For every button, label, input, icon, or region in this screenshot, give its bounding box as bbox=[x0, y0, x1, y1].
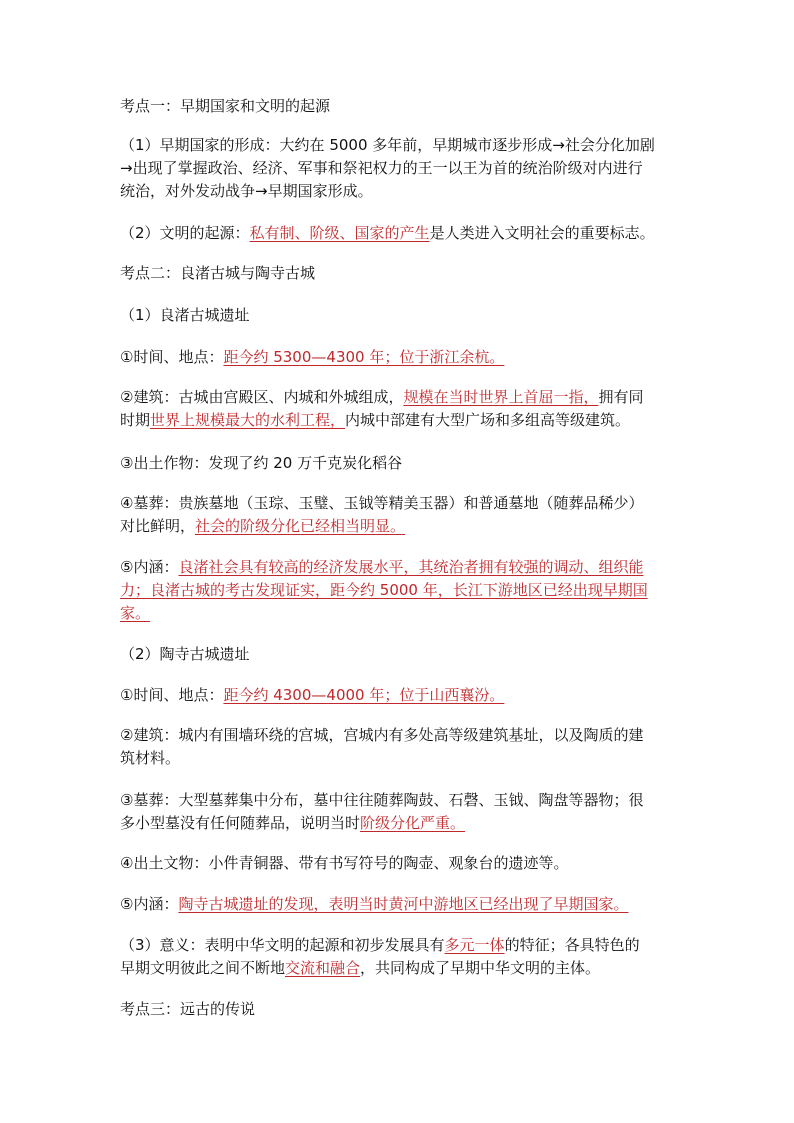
body-text: 是人类进入文明社会的重要标志。 bbox=[429, 224, 655, 242]
section-title-1: 考点一：早期国家和文明的起源 bbox=[120, 97, 331, 115]
key-answer: 社会的阶级分化已经相当明显。 bbox=[195, 517, 406, 535]
key-answer: 交流和融合 bbox=[285, 959, 361, 977]
key-answer: 世界上规模最大的水利工程， bbox=[150, 411, 346, 429]
key-answer: 私有制、阶级、国家的产生 bbox=[249, 224, 430, 242]
taosi-building-line2: 筑材料。 bbox=[120, 749, 181, 767]
section-title-3: 考点三：远古的传说 bbox=[120, 1000, 256, 1018]
paragraph-early-state-line1: （1）早期国家的形成：大约在 5000 多年前，早期城市逐步形成→社会分化加剧 bbox=[120, 136, 655, 154]
body-text: 早期文明彼此之间不断地 bbox=[120, 959, 286, 977]
key-answer: 距今约 5300—4300 年；位于浙江余杭。 bbox=[223, 348, 505, 366]
liangzhu-tomb-line1: ④墓葬：贵族墓地（玉琮、玉璧、玉钺等精美玉器）和普通墓地（随葬品稀少） bbox=[120, 494, 644, 512]
key-answer: 良渚社会具有较高的经济发展水平，其统治者拥有较强的调动、组织能 bbox=[178, 558, 644, 576]
liangzhu-tomb-line2 bbox=[120, 515, 680, 538]
key-answer: 规模在当时世界上首屈一指， bbox=[403, 388, 599, 406]
liangzhu-meaning-line1 bbox=[120, 556, 680, 579]
taosi-building-line1: ②建筑：城内有围墙环绕的宫城，宫城内有多处高等级建筑基址，以及陶质的建 bbox=[120, 726, 644, 744]
label-text: ⑤内涵： bbox=[120, 895, 179, 913]
liangzhu-crop: ③出土作物：发现了约 20 万千克炭化稻谷 bbox=[120, 454, 403, 472]
label-text: ①时间、地点： bbox=[120, 348, 224, 366]
body-text: ，共同构成了早期中华文明的主体。 bbox=[360, 959, 601, 977]
paragraph-civilization-origin bbox=[120, 222, 680, 245]
body-text: 对比鲜明， bbox=[120, 517, 196, 535]
liangzhu-building-line1 bbox=[120, 386, 680, 409]
label-text: ⑤内涵： bbox=[120, 558, 179, 576]
section-title-2: 考点二：良渚古城与陶寺古城 bbox=[120, 264, 316, 282]
paragraph-early-state-line2: →出现了掌握政治、经济、军事和祭祀权力的王一以王为首的统治阶级对内进行 bbox=[120, 159, 643, 177]
paragraph-early-state-line3: 统治，对外发动战争→早期国家形成。 bbox=[120, 182, 373, 200]
liangzhu-building-line2 bbox=[120, 409, 680, 432]
body-text: 的特征；各具特色的 bbox=[504, 936, 640, 954]
key-answer: 阶级分化严重。 bbox=[360, 814, 466, 832]
body-text: 内城中部建有大型广场和多组高等级建筑。 bbox=[345, 411, 631, 429]
significance-line1 bbox=[120, 934, 680, 957]
key-answer: 距今约 4300—4000 年；位于山西襄汾。 bbox=[223, 686, 505, 704]
body-text: （3）意义：表明中华文明的起源和初步发展具有 bbox=[120, 936, 445, 954]
label-text: ②建筑：古城由宫殿区、内城和外城组成， bbox=[120, 388, 404, 406]
taosi-heading: （2）陶寺古城遗址 bbox=[120, 645, 250, 663]
body-text: 拥有同 bbox=[598, 388, 644, 406]
taosi-time-place bbox=[120, 684, 680, 707]
taosi-meaning bbox=[120, 893, 680, 916]
taosi-tomb-line1: ③墓葬：大型墓葬集中分布，墓中往往随葬陶鼓、石磬、玉钺、陶盘等器物；很 bbox=[120, 791, 644, 809]
liangzhu-meaning-line3: 家。 bbox=[120, 604, 151, 622]
label-text: ①时间、地点： bbox=[120, 686, 224, 704]
liangzhu-meaning-line2: 力；良渚古城的考古发现证实，距今约 5000 年，长江下游地区已经出现早期国 bbox=[120, 581, 648, 599]
body-text: 时期 bbox=[120, 411, 151, 429]
label-text: （2）文明的起源： bbox=[120, 224, 250, 242]
body-text: 多小型墓没有任何随葬品，说明当时 bbox=[120, 814, 361, 832]
significance-line2 bbox=[120, 957, 680, 980]
liangzhu-time-place bbox=[120, 346, 680, 369]
taosi-relics: ④出土文物：小件青铜器、带有书写符号的陶壶、观象台的遗迹等。 bbox=[120, 854, 569, 872]
taosi-tomb-line2 bbox=[120, 812, 680, 835]
key-answer: 陶寺古城遗址的发现，表明当时黄河中游地区已经出现了早期国家。 bbox=[178, 895, 629, 913]
liangzhu-heading: （1）良渚古城遗址 bbox=[120, 306, 250, 324]
key-answer: 多元一体 bbox=[444, 936, 505, 954]
